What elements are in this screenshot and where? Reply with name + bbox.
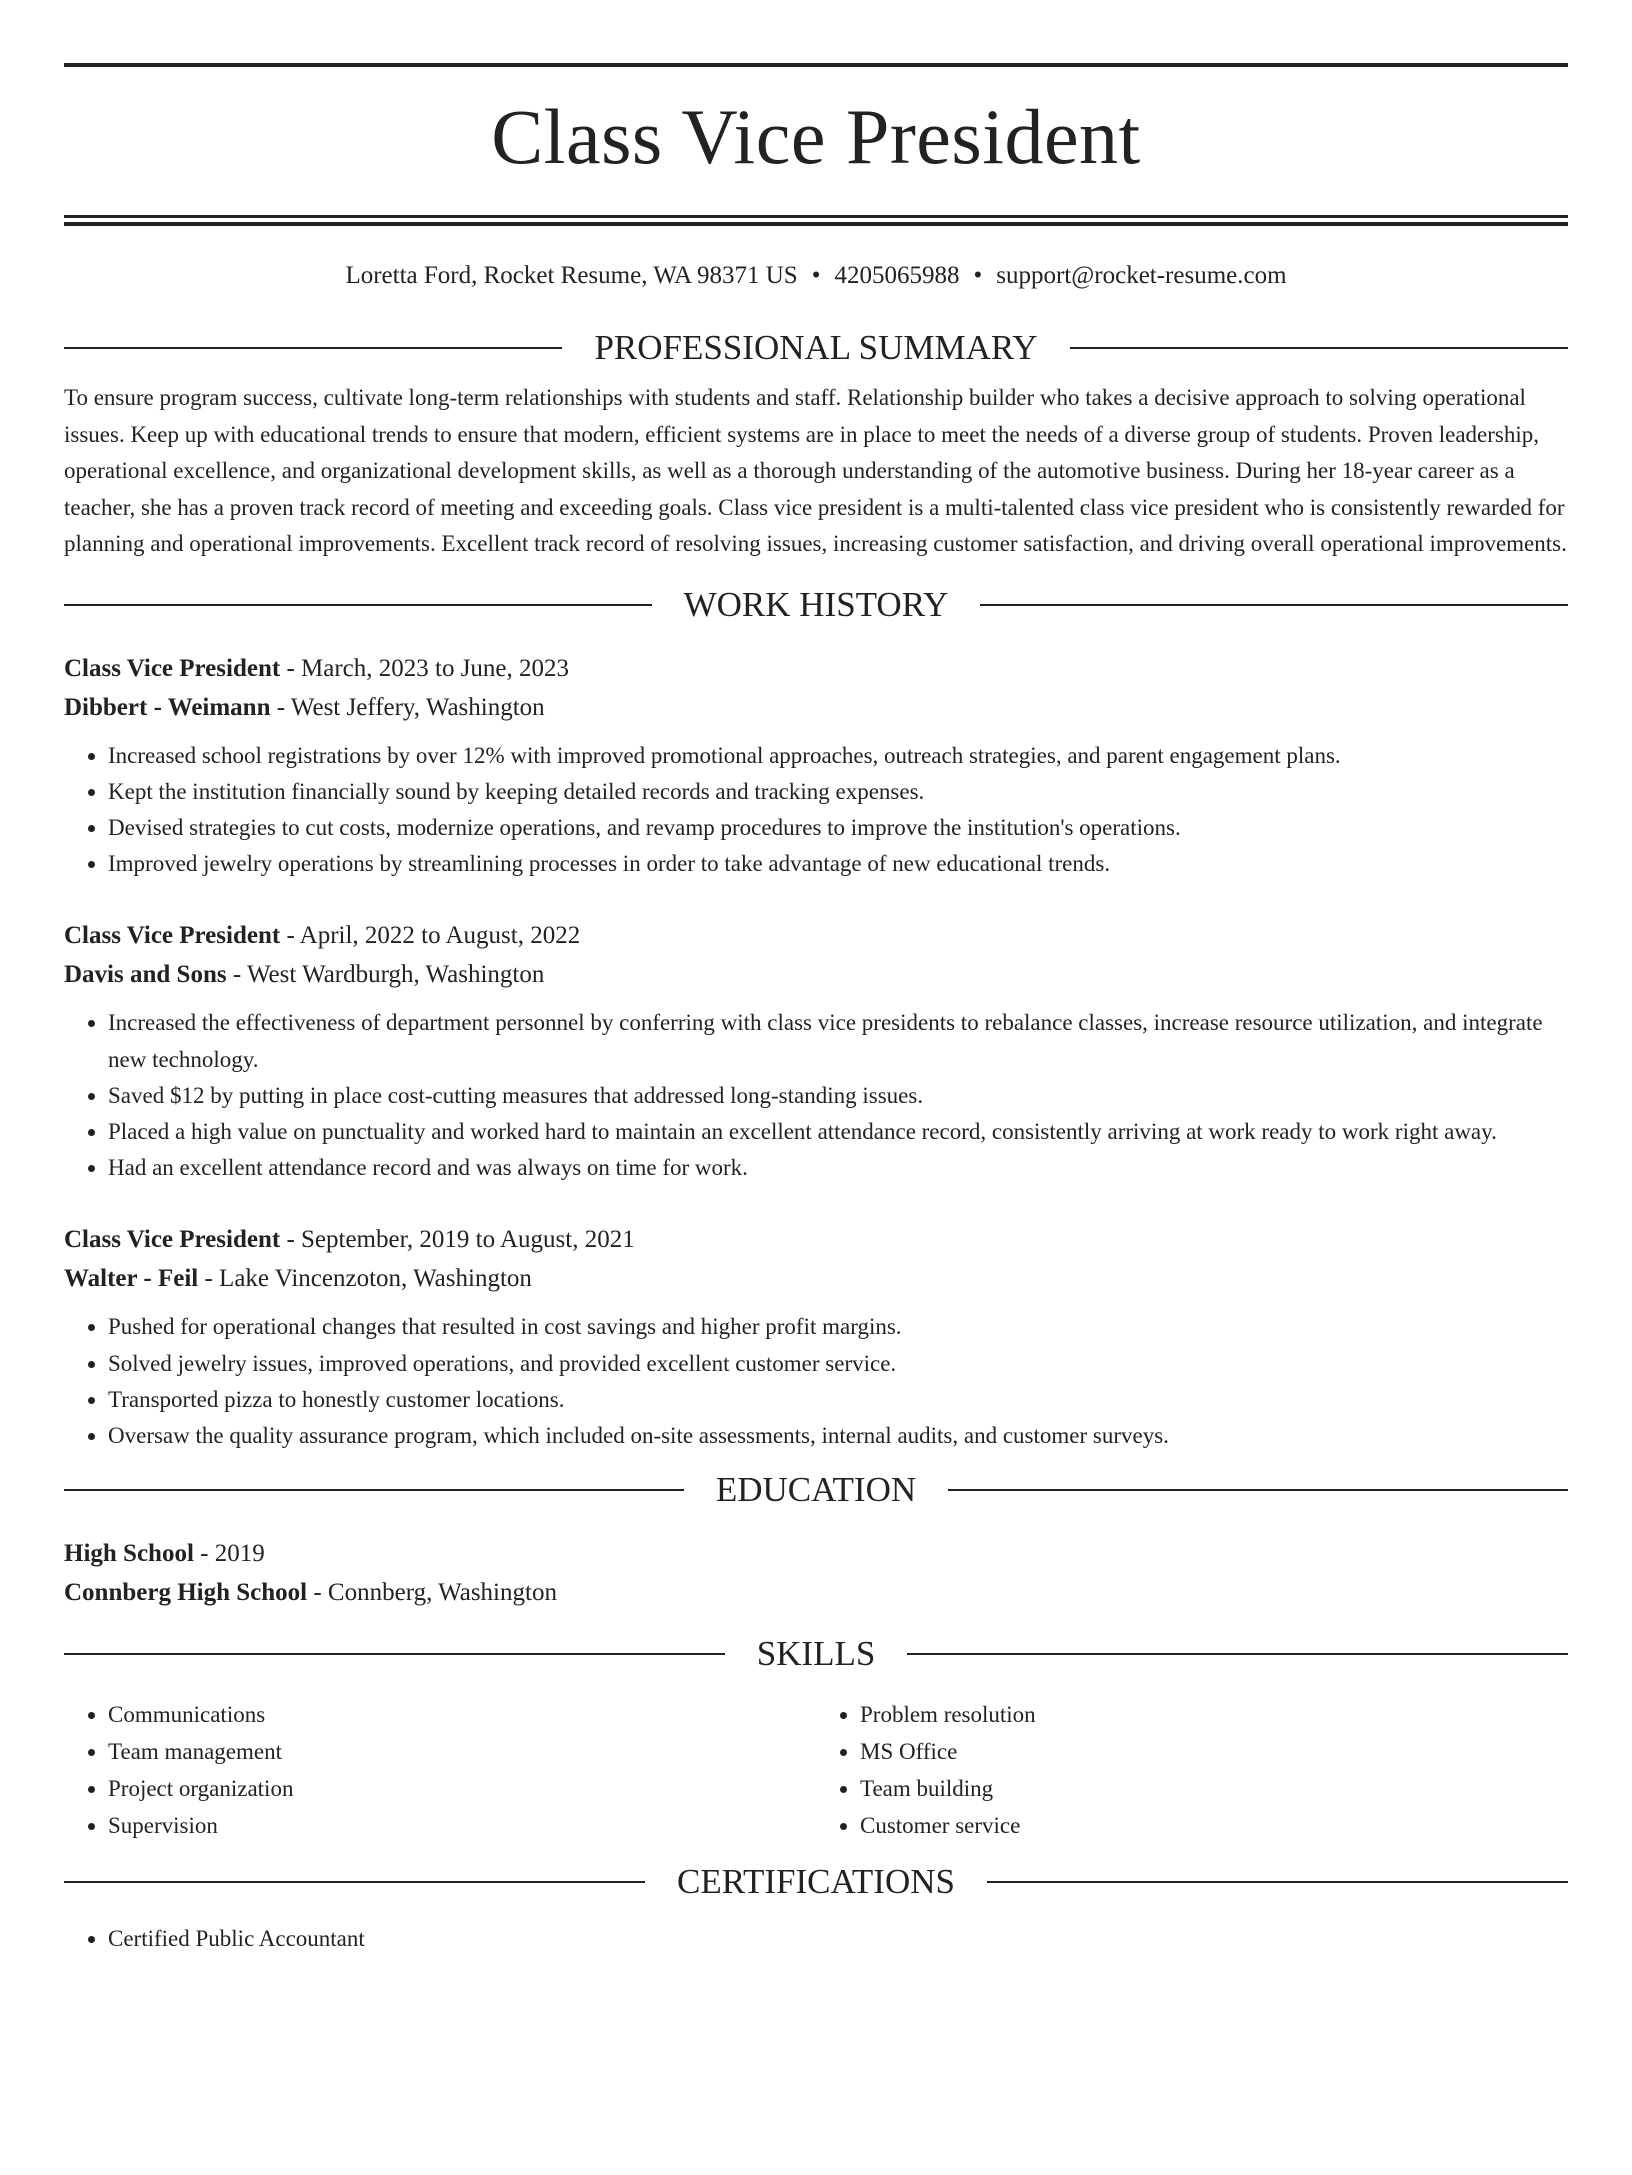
job-title: Class Vice President bbox=[64, 1226, 281, 1254]
job-entry bbox=[64, 1220, 1568, 1454]
list-item: • Devised strategies to cut costs, modernize operations, and revamp procedures to improve the institution's operations. bbox=[108, 810, 1568, 846]
list-item: • Increased the effectiveness of department personnel by conferring with class vice presidents to rebalance classes, increase resource utilization, and integrate new technology. bbox=[108, 1005, 1568, 1077]
contact-separator: • bbox=[811, 262, 821, 289]
list-item: • Increased school registrations by over 12% with improved promotional approaches, outreach strategies, and parent engagement plans. bbox=[108, 738, 1568, 774]
list-item: • Problem resolution bbox=[860, 1696, 1568, 1733]
heading-rule bbox=[1070, 347, 1568, 349]
job-company-line bbox=[64, 688, 1568, 727]
education-degree-line bbox=[64, 1534, 1568, 1573]
resume-title: Class Vice President bbox=[491, 93, 1141, 180]
section-title: WORK HISTORY bbox=[683, 584, 949, 624]
job-company-line bbox=[64, 955, 1568, 994]
heading-rule bbox=[64, 1489, 684, 1491]
contact-phone: 4205065988 bbox=[834, 262, 960, 289]
contact-address: Loretta Ford, Rocket Resume, WA 98371 US bbox=[345, 262, 798, 289]
heading-rule bbox=[907, 1653, 1568, 1655]
list-item: • Supervision bbox=[108, 1807, 816, 1844]
list-item: • Project organization bbox=[108, 1770, 816, 1807]
job-company: Walter - Feil bbox=[64, 1265, 199, 1293]
list-item: • Team building bbox=[860, 1770, 1568, 1807]
job-entry bbox=[64, 916, 1568, 1186]
section-heading-certifications bbox=[64, 1860, 1568, 1904]
job-title: Class Vice President bbox=[64, 922, 281, 950]
job-location: - Lake Vincenzoton, Washington bbox=[198, 1265, 532, 1293]
list-item: • Improved jewelry operations by streamlining processes in order to take advantage of new educational trends. bbox=[108, 846, 1568, 882]
skills-list-left bbox=[64, 1696, 816, 1844]
job-title-line bbox=[64, 649, 1568, 688]
certifications-list bbox=[64, 1920, 1568, 1957]
list-item: • Oversaw the quality assurance program, which included on-site assessments, internal audits, and customer surveys. bbox=[108, 1418, 1568, 1454]
contact-separator: • bbox=[973, 262, 983, 289]
job-bullets bbox=[64, 1005, 1568, 1186]
heading-rule bbox=[64, 347, 562, 349]
section-title: SKILLS bbox=[756, 1634, 876, 1674]
list-item: • Pushed for operational changes that resulted in cost savings and higher profit margins. bbox=[108, 1309, 1568, 1345]
job-dates: - March, 2023 to June, 2023 bbox=[280, 654, 570, 682]
job-dates: - April, 2022 to August, 2022 bbox=[280, 922, 581, 950]
job-title: Class Vice President bbox=[64, 654, 281, 682]
skills-list-right bbox=[816, 1696, 1568, 1844]
job-location: - West Jeffery, Washington bbox=[270, 693, 545, 721]
job-company-line bbox=[64, 1259, 1568, 1298]
summary-text: To ensure program success, cultivate long-term relationships with students and staff. Relationship builder who takes a decisive approach to solving operational issues. Keep up with educational trends to ensure that modern, efficient systems are in place to meet the needs of a diverse group of students. Proven leadership, operational excellence, and organizational development skills, as well as a thorough understanding of the automotive business. During her 18-year career as a teacher, she has a proven track record of meeting and exceeding goals. Class vice president is a multi-talented class vice president who is consistently rewarded for planning and operational improvements. Excellent track record of resolving issues, increasing customer satisfaction, and driving overall operational improvements. bbox=[64, 385, 1567, 556]
list-item: • Team management bbox=[108, 1733, 816, 1770]
education-school: Connberg High School bbox=[64, 1579, 308, 1607]
heading-rule bbox=[948, 1489, 1568, 1491]
list-item: • Certified Public Accountant bbox=[108, 1920, 1568, 1957]
contact-line bbox=[64, 260, 1568, 292]
section-title: EDUCATION bbox=[715, 1470, 917, 1510]
list-item: • Customer service bbox=[860, 1807, 1568, 1844]
job-title-line bbox=[64, 1220, 1568, 1259]
section-heading-skills bbox=[64, 1632, 1568, 1676]
heading-rule bbox=[987, 1881, 1568, 1883]
contact-email: support@rocket-resume.com bbox=[996, 262, 1287, 289]
top-rule bbox=[64, 63, 1568, 67]
job-bullets bbox=[64, 1309, 1568, 1454]
job-entry bbox=[64, 649, 1568, 883]
education-location: - Connberg, Washington bbox=[307, 1579, 557, 1607]
resume-page bbox=[0, 63, 1632, 2175]
education-school-line bbox=[64, 1573, 1568, 1612]
list-item: • Kept the institution financially sound by keeping detailed records and tracking expenses. bbox=[108, 774, 1568, 810]
section-title: CERTIFICATIONS bbox=[677, 1862, 955, 1902]
section-heading-education bbox=[64, 1468, 1568, 1512]
education-entry bbox=[64, 1534, 1568, 1612]
certifications-list-wrap bbox=[64, 1920, 1568, 1957]
section-title: PROFESSIONAL SUMMARY bbox=[594, 328, 1038, 367]
list-item: • Placed a high value on punctuality and worked hard to maintain an excellent attendance record, consistently arriving at work ready to work right away. bbox=[108, 1114, 1568, 1150]
list-item: • Communications bbox=[108, 1696, 816, 1733]
list-item: • Solved jewelry issues, improved operations, and provided excellent customer service. bbox=[108, 1346, 1568, 1382]
education-degree: High School bbox=[64, 1540, 194, 1568]
section-heading-work-history bbox=[64, 583, 1568, 627]
list-item: • MS Office bbox=[860, 1733, 1568, 1770]
section-heading-summary bbox=[64, 326, 1568, 370]
list-item: • Transported pizza to honestly customer locations. bbox=[108, 1382, 1568, 1418]
job-location: - West Wardburgh, Washington bbox=[226, 961, 545, 989]
job-title-line bbox=[64, 916, 1568, 955]
heading-rule bbox=[64, 604, 652, 606]
education-year: - 2019 bbox=[193, 1540, 265, 1568]
list-item: • Saved $12 by putting in place cost-cutting measures that addressed long-standing issues. bbox=[108, 1078, 1568, 1114]
heading-rule bbox=[64, 1881, 645, 1883]
job-company: Davis and Sons bbox=[64, 961, 227, 989]
job-company: Dibbert - Weimann bbox=[64, 693, 271, 721]
skills-columns bbox=[64, 1696, 1568, 1844]
job-dates: - September, 2019 to August, 2021 bbox=[280, 1226, 635, 1254]
list-item: • Had an excellent attendance record and was always on time for work. bbox=[108, 1150, 1568, 1186]
heading-rule bbox=[980, 604, 1568, 606]
title-double-rule bbox=[64, 215, 1568, 226]
job-bullets bbox=[64, 738, 1568, 883]
heading-rule bbox=[64, 1653, 725, 1655]
